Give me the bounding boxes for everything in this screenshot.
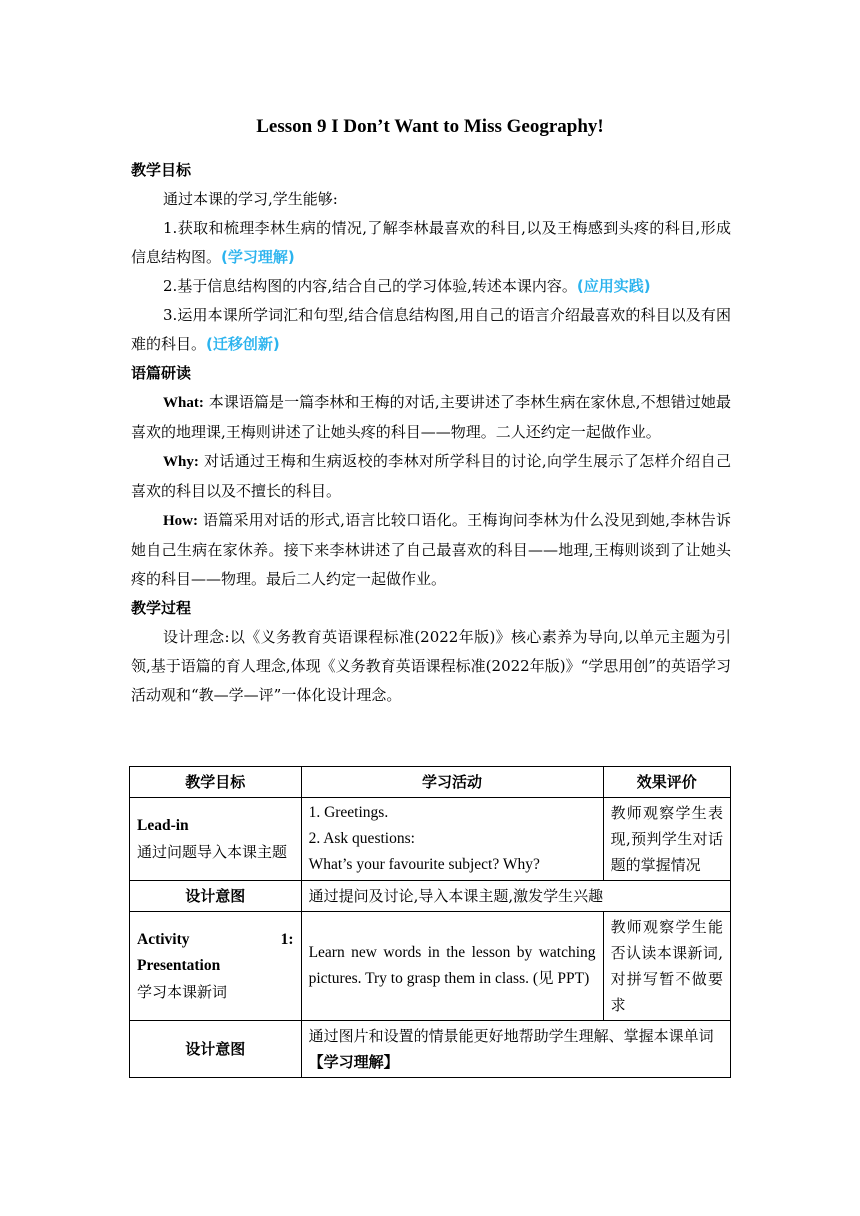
document-body <box>131 156 731 710</box>
process-intro: 设计理念:以《义务教育英语课程标准(2022年版)》核心素养为导向,以单元主题为引领,基于语篇的育人理念,体现《义务教育英语课程标准(2022年版)》“学思用创”的英语学习活动观和“教—学—评”一体化设计理念。 <box>131 628 731 704</box>
analysis-what: What: 本课语篇是一篇李林和王梅的对话,主要讲述了李林生病在家休息,不想错过她最喜欢的地理课,王梅则讲述了让她头疼的科目——物理。二人还约定一起做作业。 <box>131 393 731 441</box>
goal-en: Activity 1: <box>137 931 294 948</box>
objectives-intro: 通过本课的学习,学生能够: <box>163 190 338 208</box>
activity-line: What’s your favourite subject? Why? <box>308 856 540 873</box>
objective-tag-1: (学习理解) <box>221 248 295 266</box>
goal-en: Lead-in <box>137 817 189 834</box>
objective-item-1: 1.获取和梳理李林生病的情况,了解李林最喜欢的科目,以及王梅感到头疼的科目,形成信息结构图。(学习理解) <box>131 219 731 266</box>
header-goal: 教学目标 <box>130 767 302 798</box>
table-row <box>130 1021 731 1078</box>
goal-cn: 学习本课新词 <box>137 983 228 1001</box>
table-row <box>130 798 731 881</box>
analysis-heading: 语篇研读 <box>131 364 192 382</box>
goal-cell <box>130 912 302 1021</box>
intent-text: 通过图片和设置的情景能更好地帮助学生理解、掌握本课单词【学习理解】 <box>301 1021 730 1078</box>
objective-item-2: 2.基于信息结构图的内容,结合自己的学习体验,转述本课内容。(应用实践) <box>163 277 651 295</box>
analysis-how: How: 语篇采用对话的形式,语言比较口语化。王梅询问李林为什么没见到她,李林告诉她自己生病在家休养。接下来李林讲述了自己最喜欢的科目——地理,王梅则谈到了让她头疼的科目——物理。最后二人约定一起做作业。 <box>131 511 731 588</box>
intent-label: 设计意图 <box>130 881 302 912</box>
goal-cell <box>130 798 302 881</box>
header-evaluation: 效果评价 <box>603 767 730 798</box>
goal-cn: 通过问题导入本课主题 <box>137 843 288 861</box>
intent-text: 通过提问及讨论,导入本课主题,激发学生兴趣 <box>301 881 730 912</box>
activity-cell <box>301 798 603 881</box>
table-row <box>130 912 731 1021</box>
activity-line: 2. Ask questions: <box>308 830 415 847</box>
activity-cell: Learn new words in the lesson by watching pictures. Try to grasp them in class. (见 PPT) <box>301 912 603 1021</box>
goal-en-sub: Presentation <box>137 957 221 974</box>
evaluation-cell: 教师观察学生能否认读本课新词,对拼写暂不做要求 <box>603 912 730 1021</box>
objective-tag-3: (迁移创新) <box>206 335 280 353</box>
evaluation-cell: 教师观察学生表现,预判学生对话题的掌握情况 <box>603 798 730 881</box>
objective-item-3: 3.运用本课所学词汇和句型,结合信息结构图,用自己的语言介绍最喜欢的科目以及有困难的科目。(迁移创新) <box>131 306 731 353</box>
process-heading: 教学过程 <box>131 599 192 617</box>
intent-label: 设计意图 <box>130 1021 302 1078</box>
objectives-heading: 教学目标 <box>131 161 192 179</box>
analysis-why: Why: 对话通过王梅和生病返校的李林对所学科目的讨论,向学生展示了怎样介绍自己喜欢的科目以及不擅长的科目。 <box>131 452 731 500</box>
lesson-title: Lesson 9 I Don’t Want to Miss Geography! <box>256 116 604 137</box>
intent-tag: 【学习理解】 <box>308 1053 399 1071</box>
objective-tag-2: (应用实践) <box>576 277 651 295</box>
table-header-row <box>130 767 731 798</box>
lesson-plan-table <box>129 766 731 1078</box>
header-activity: 学习活动 <box>301 767 603 798</box>
table-row <box>130 881 731 912</box>
activity-line: 1. Greetings. <box>308 804 389 821</box>
